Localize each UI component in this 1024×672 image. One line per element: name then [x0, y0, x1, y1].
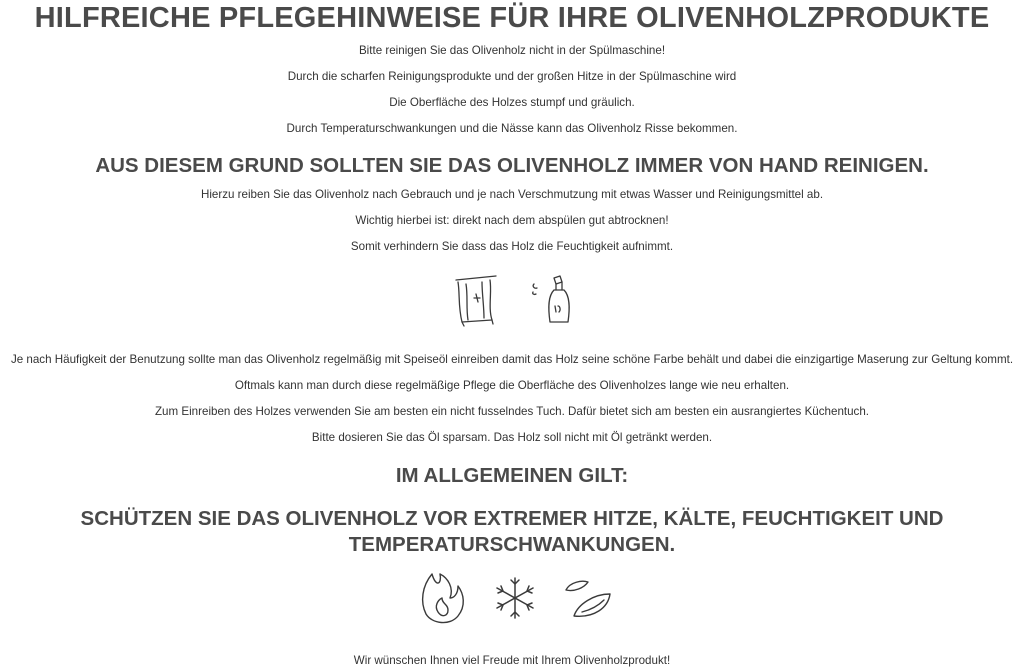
- oil-text-line-2: Oftmals kann man durch diese regelmäßige Pflege die Oberfläche des Olivenholzes lange wie neu erhalten.: [234, 379, 790, 392]
- heading-general: IM ALLGEMEINEN GILT:: [395, 464, 629, 487]
- intro-line-4: Durch Temperaturschwankungen und die Nässe kann das Olivenholz Risse bekommen.: [286, 122, 738, 135]
- hand-text-line-1: Hierzu reiben Sie das Olivenholz nach Gebrauch und je nach Verschmutzung mit etwas Wasser und Reinigungsmittel ab.: [200, 188, 824, 201]
- intro-line-2: Durch die scharfen Reinigungsprodukte und der großen Hitze in der Spülmaschine wird: [287, 70, 737, 83]
- cleaning-icons: [452, 272, 578, 328]
- snowflake-icon: [490, 568, 540, 628]
- spray-bottle-icon: [528, 272, 578, 328]
- hand-text-line-2: Wichtig hierbei ist: direkt nach dem abspülen gut abtrocknen!: [355, 214, 669, 227]
- page-title: HILFREICHE PFLEGEHINWEISE FÜR IHRE OLIVENHOLZPRODUKTE: [34, 2, 990, 34]
- heading-protect: [0, 506, 1024, 558]
- flame-icon: [416, 568, 470, 628]
- heading-hand-cleaning: AUS DIESEM GRUND SOLLTEN SIE DAS OLIVENHOLZ IMMER VON HAND REINIGEN.: [95, 154, 929, 177]
- heading-protect-line-1: SCHÜTZEN SIE DAS OLIVENHOLZ VOR EXTREMER HITZE, KÄLTE, FEUCHTIGKEIT UND: [80, 507, 944, 530]
- protect-icons: [416, 568, 618, 628]
- water-drops-icon: [560, 568, 618, 628]
- oil-text-line-4: Bitte dosieren Sie das Öl sparsam. Das Holz soll nicht mit Öl getränkt werden.: [311, 431, 713, 444]
- hand-text-line-3: Somit verhindern Sie dass das Holz die Feuchtigkeit aufnimmt.: [350, 240, 674, 253]
- oil-text-line-3: Zum Einreiben des Holzes verwenden Sie am besten ein nicht fusselndes Tuch. Dafür bietet sich am besten ein ausrangiertes Küchentuch.: [154, 405, 870, 418]
- oil-text-line-1: Je nach Häufigkeit der Benutzung sollte man das Olivenholz regelmäßig mit Speiseöl einreiben damit das Holz seine schöne Farbe behält und dabei die einzigartige Maserung zur Geltung kommt.: [10, 353, 1014, 366]
- towel-icon: [452, 272, 502, 328]
- intro-line-3: Die Oberfläche des Holzes stumpf und gräulich.: [389, 96, 635, 109]
- intro-line-1: Bitte reinigen Sie das Olivenholz nicht in der Spülmaschine!: [358, 44, 666, 57]
- closing-line: Wir wünschen Ihnen viel Freude mit Ihrem Olivenholzprodukt!: [353, 654, 671, 667]
- heading-protect-line-2: TEMPERATURSCHWANKUNGEN.: [348, 533, 676, 556]
